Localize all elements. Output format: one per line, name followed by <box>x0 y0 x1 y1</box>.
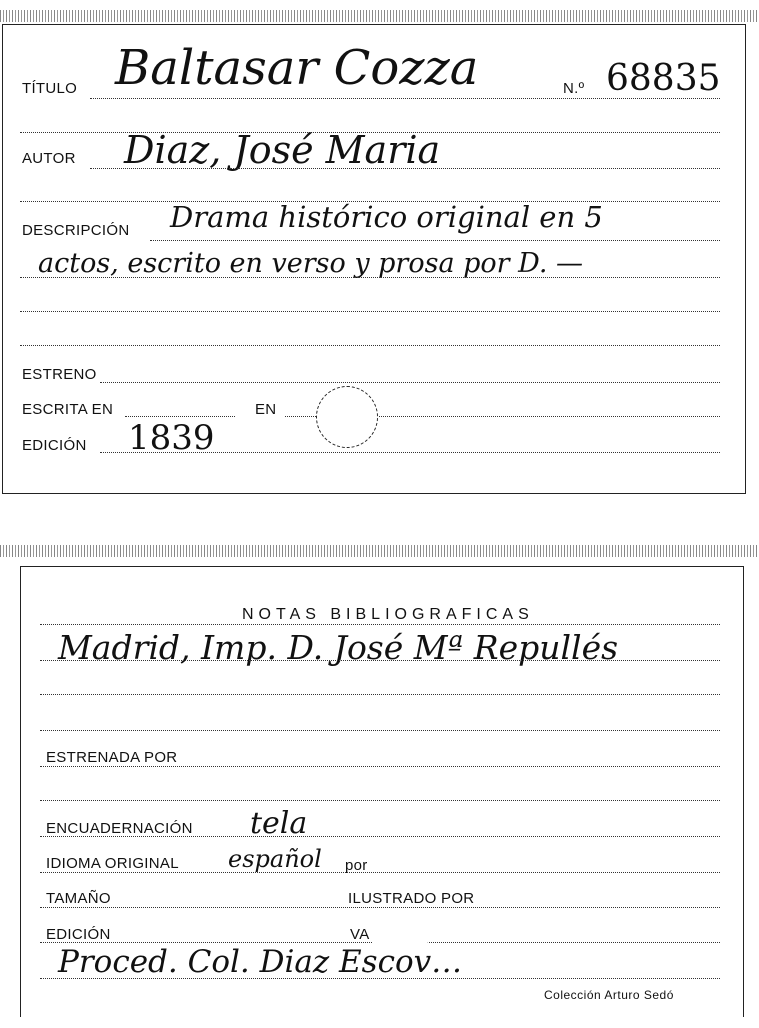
encuadernacion-label: ENCUADERNACIÓN <box>46 820 193 837</box>
notas-title: NOTAS BIBLIOGRAFICAS <box>242 606 534 623</box>
tamano-label: TAMAÑO <box>46 890 111 907</box>
autor-label: AUTOR <box>22 150 76 167</box>
rule-4 <box>20 311 720 312</box>
punch-hole-front <box>316 386 378 448</box>
titulo-value: Baltasar Cozza <box>115 40 479 96</box>
edicion-value: 1839 <box>128 418 215 458</box>
numero-value: 68835 <box>606 58 721 99</box>
rule-b5 <box>40 800 720 801</box>
ilustrado-label: ILUSTRADO POR <box>348 890 475 907</box>
rule-estrenada <box>40 766 720 767</box>
idioma-value: español <box>228 845 322 873</box>
idioma-label: IDIOMA ORIGINAL <box>46 855 179 872</box>
procedencia-value: Proced. Col. Diaz Escov… <box>58 944 463 980</box>
edicion-label: EDICIÓN <box>22 437 87 454</box>
rule-edicion <box>100 452 720 453</box>
notas-value: Madrid, Imp. D. José Mª Repullés <box>58 628 619 667</box>
descripcion-line1: Drama histórico original en 5 <box>170 200 603 234</box>
scan-edge-middle <box>0 545 759 557</box>
collection-footer: Colección Arturo Sedó <box>544 988 674 1002</box>
rule-idioma <box>40 872 720 873</box>
rule-autor <box>90 168 720 169</box>
rule-procedencia <box>40 978 720 979</box>
rule-5 <box>20 345 720 346</box>
rule-titulo <box>90 98 720 99</box>
edicion-back-label: EDICIÓN <box>46 926 111 943</box>
rule-b3 <box>40 694 720 695</box>
estrenada-por-label: ESTRENADA POR <box>46 749 178 766</box>
autor-value: Diaz, José Maria <box>124 128 441 172</box>
rule-b4 <box>40 730 720 731</box>
rule-descripcion <box>150 240 720 241</box>
rule-b2 <box>40 660 720 661</box>
descripcion-label: DESCRIPCIÓN <box>22 222 130 239</box>
en-label: EN <box>255 401 277 418</box>
rule-3 <box>20 277 720 278</box>
rule-estreno <box>100 382 720 383</box>
va-label: VA <box>350 926 370 943</box>
por-label: por <box>345 857 368 874</box>
rule-b1 <box>40 624 720 625</box>
rule-tamano <box>40 907 720 908</box>
encuadernacion-value: tela <box>250 806 308 841</box>
estreno-label: ESTRENO <box>22 366 97 383</box>
scan-edge-top <box>0 10 759 22</box>
rule-encuadernacion <box>40 836 720 837</box>
escrita-en-label: ESCRITA EN <box>22 401 114 418</box>
numero-label: N.º <box>563 80 585 97</box>
rule-escrita <box>125 416 235 417</box>
titulo-label: TÍTULO <box>22 80 78 97</box>
descripcion-line2: actos, escrito en verso y prosa por D. — <box>38 248 584 279</box>
